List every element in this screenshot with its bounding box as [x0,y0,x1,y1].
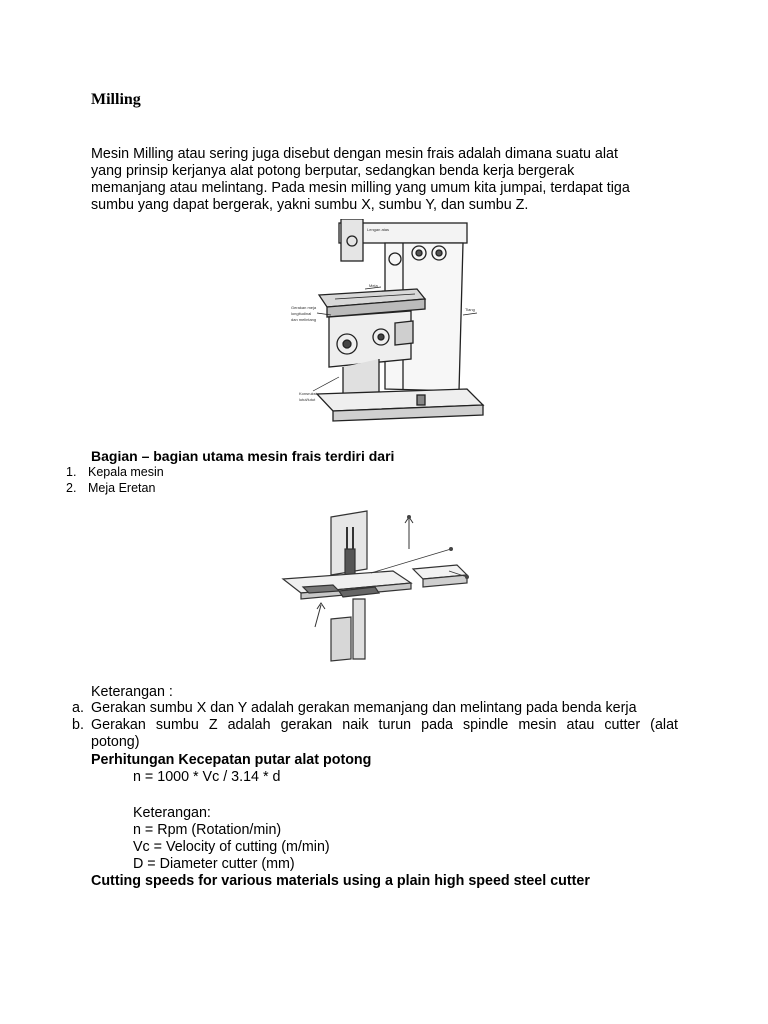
svg-text:longitudinal: longitudinal [291,311,312,316]
list-item [66,480,164,496]
svg-text:Gerakan meja: Gerakan meja [291,305,317,310]
formula-legend-line: Vc = Velocity of cutting (m/min) [133,839,330,855]
rpm-formula: n = 1000 * Vc / 3.14 * d [133,769,281,785]
list-item-label: b. [72,717,84,733]
list-item-text: Kepala mesin [88,465,164,479]
list-item [72,717,678,751]
list-item-label: a. [72,700,84,716]
parts-list [66,464,164,496]
intro-line: Mesin Milling atau sering juga disebut dengan mesin frais adalah dimana suatu alat [91,146,618,162]
page-title: Milling [91,91,141,108]
intro-line: memanjang atau melintang. Pada mesin milling yang umum kita jumpai, terdapat tiga [91,180,630,196]
list-item-text [91,717,678,751]
intro-line: yang prinsip kerjanya alat potong berputar, sedangkan benda kerja bergerak [91,163,575,179]
svg-text:Konsruksi: Konsruksi [299,391,317,396]
list-item [66,464,164,480]
svg-text:lutut/lutut: lutut/lutut [299,397,316,402]
machine-axes-figure [275,509,485,679]
svg-text:dan melintang: dan melintang [291,317,317,322]
list-item [72,700,678,717]
list-item-line: Gerakan sumbu Z adalah gerakan naik turun pada spindle mesin atau cutter (alat [91,717,678,733]
formula-legend [133,805,330,873]
parts-heading: Bagian – bagian utama mesin frais terdiri dari [91,448,395,464]
intro-paragraph [91,146,681,214]
formula-legend-heading: Keterangan: [133,805,211,821]
intro-line: sumbu yang dapat bergerak, yakni sumbu X, sumbu Y, dan sumbu Z. [91,197,529,213]
formula-legend-line: n = Rpm (Rotation/min) [133,822,282,838]
cutting-speeds-heading: Cutting speeds for various materials using a plain high speed steel cutter [91,873,590,889]
keterangan-list [72,700,678,751]
list-item-number: 2. [66,481,77,495]
svg-text:Tiang: Tiang [465,307,475,312]
keterangan-heading: Keterangan : [91,684,173,700]
svg-text:Meja: Meja [369,283,378,288]
milling-machine-figure [277,219,487,431]
list-item-number: 1. [66,465,77,479]
svg-text:Lengan atas: Lengan atas [367,227,390,232]
list-item-line: potong) [91,734,140,750]
formula-legend-line: D = Diameter cutter (mm) [133,856,295,872]
list-item-text: Meja Eretan [88,481,156,495]
list-item-text: Gerakan sumbu X dan Y adalah gerakan memanjang dan melintang pada benda kerja [91,700,637,716]
calc-heading: Perhitungan Kecepatan putar alat potong [91,752,372,768]
